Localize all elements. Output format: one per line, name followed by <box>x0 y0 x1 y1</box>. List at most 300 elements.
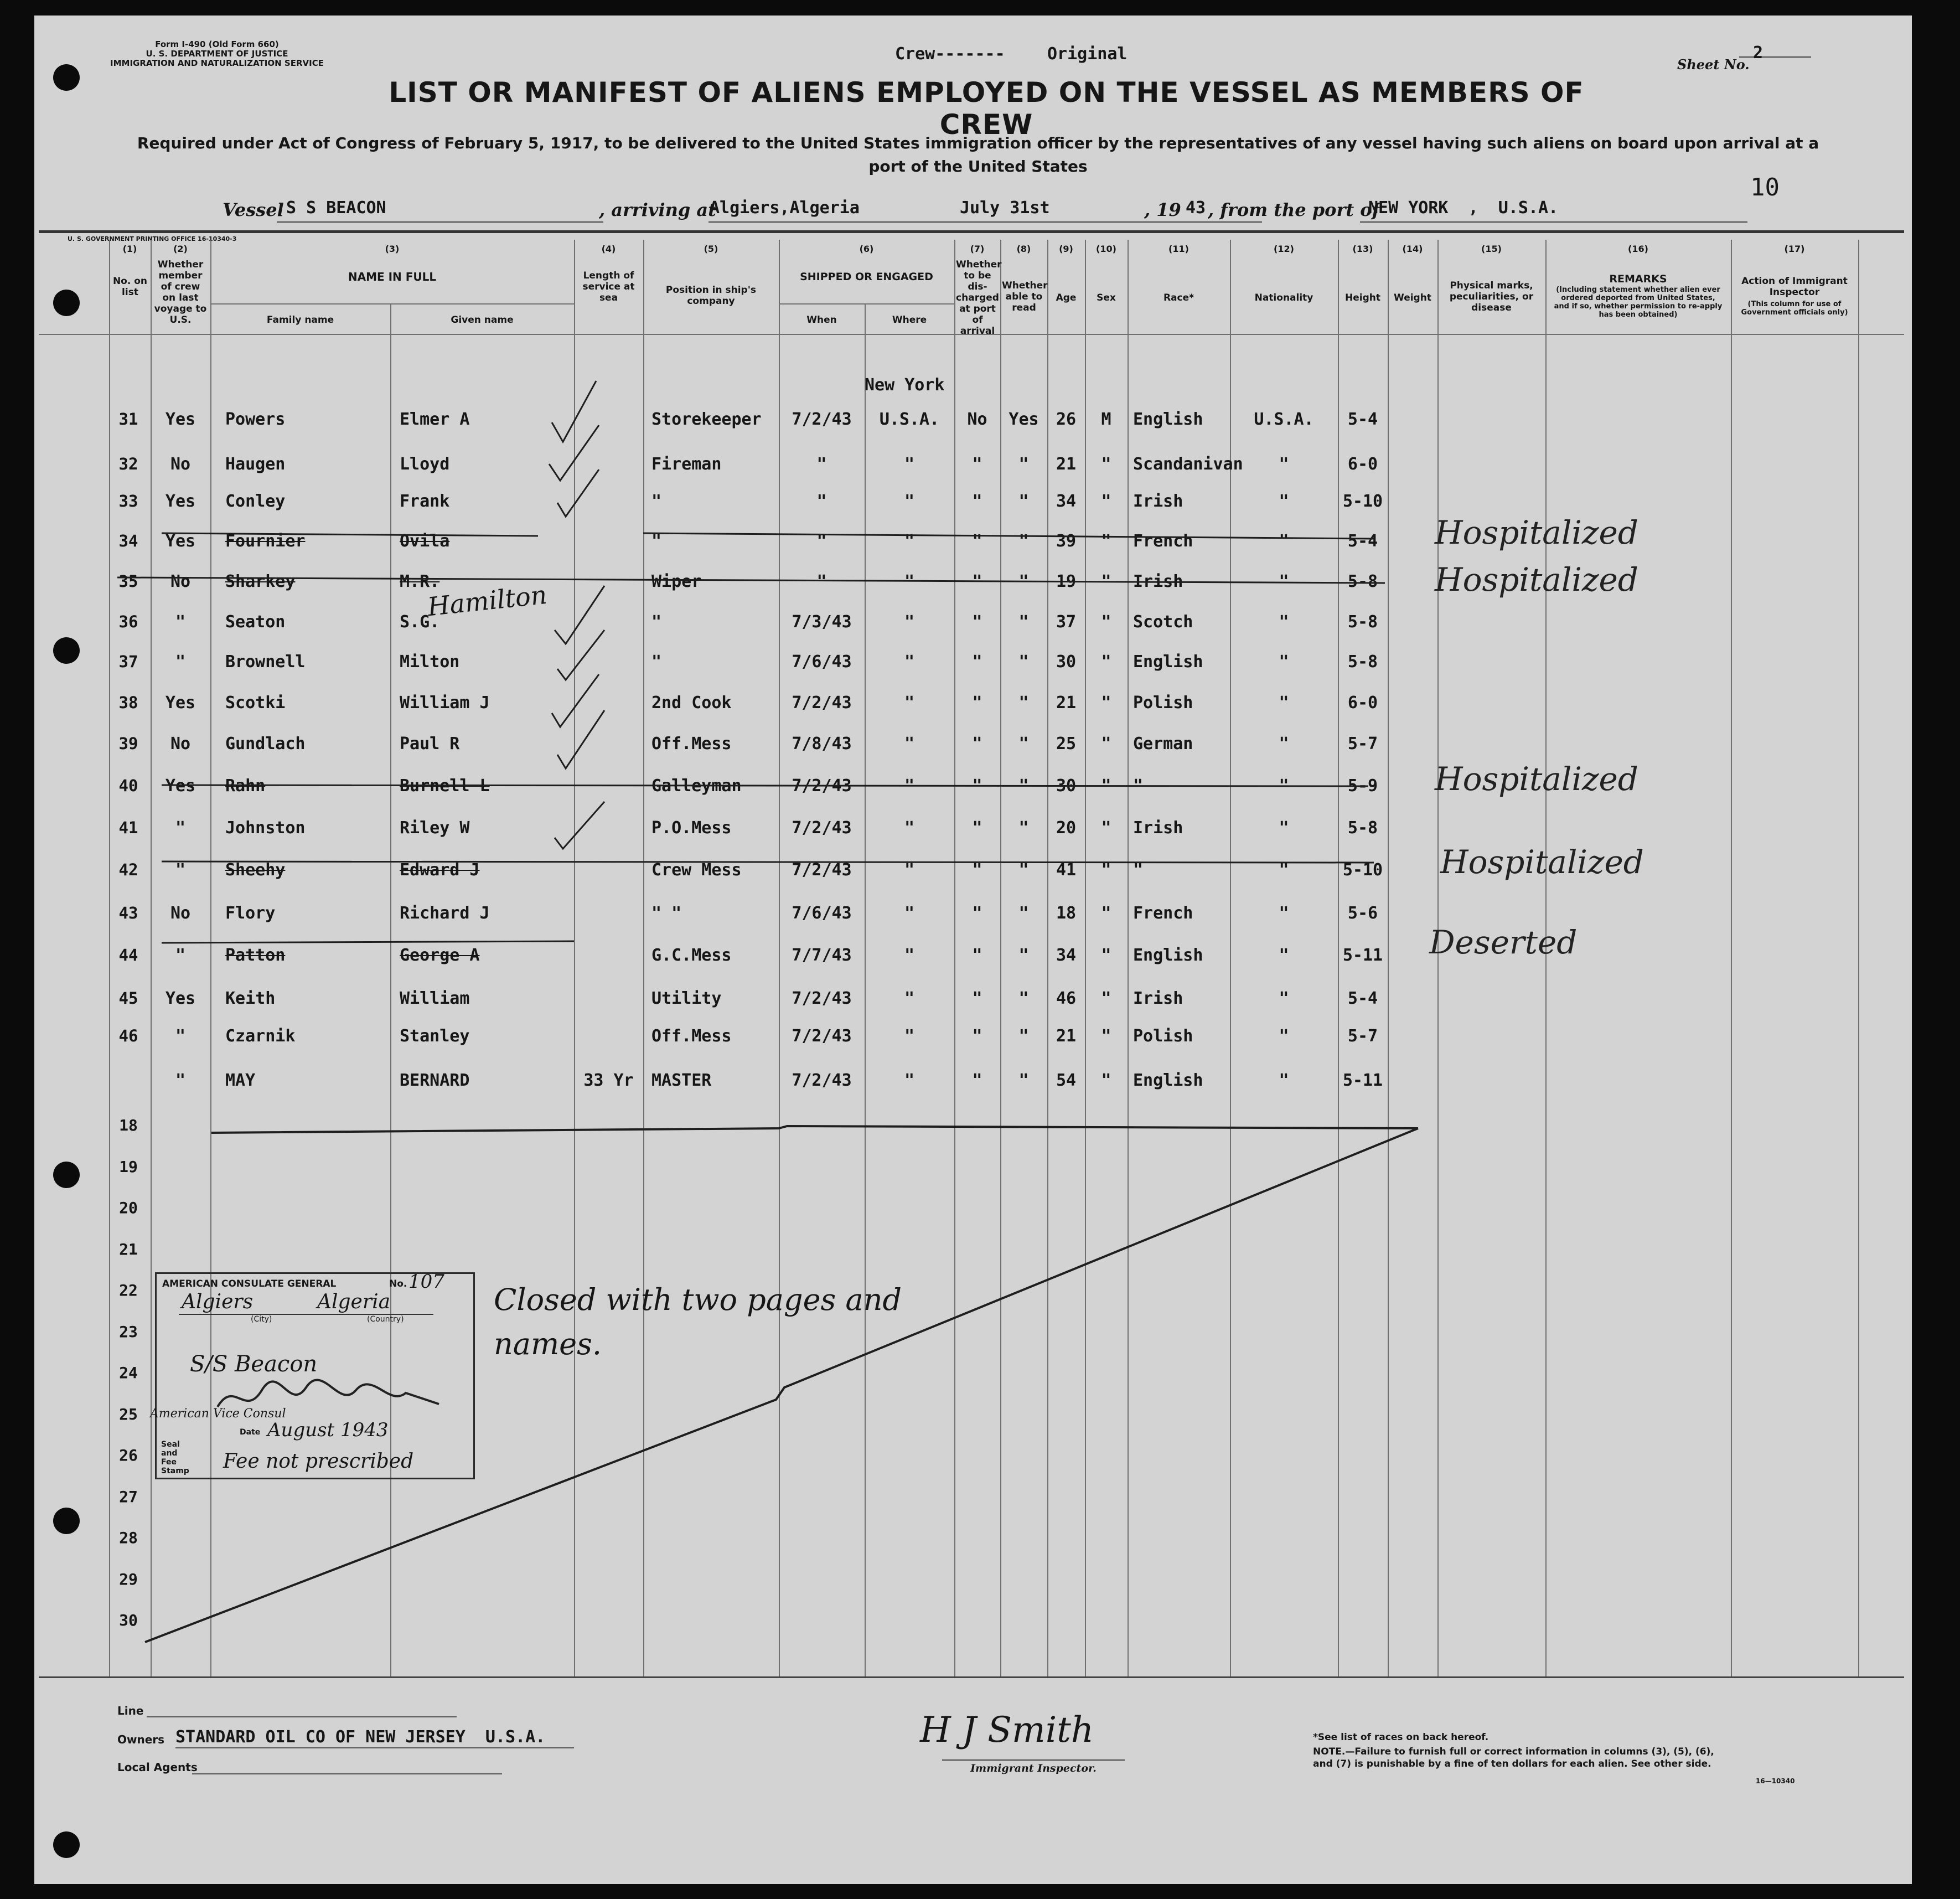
col-header-shipped: SHIPPED OR ENGAGED <box>800 271 933 283</box>
cell-where: " <box>904 989 915 1008</box>
sheet-no-label: Sheet No. <box>1677 56 1750 73</box>
cell-family: MAY <box>225 1071 256 1090</box>
cell-race: Irish <box>1133 989 1183 1008</box>
stamp-city: Algiers <box>182 1291 254 1313</box>
cell-position: " <box>651 612 662 632</box>
cell-crew: No <box>170 455 191 474</box>
checkmark <box>552 674 599 727</box>
row-number: 44 <box>118 946 138 964</box>
cell-disch: " <box>972 652 982 672</box>
cell-position: Utility <box>651 989 722 1008</box>
penalty-note: NOTE.—Failure to furnish full or correct information in columns (3), (5), (6), and (7) is punishable by a fine of ten dollars for each alien. See other side. <box>1313 1746 1714 1769</box>
col-header-crew: Whether member of crew on last voyage to U.S. <box>154 259 207 326</box>
cell-sex: " <box>1101 904 1111 923</box>
cell-height: 5-6 <box>1347 904 1378 923</box>
col-header-remarks: REMARKS <box>1609 273 1667 285</box>
cell-crew: " <box>175 612 186 632</box>
cell-read: Yes <box>1009 410 1039 429</box>
strike-line-row-40 <box>162 785 1368 786</box>
cell-when: 7/2/43 <box>792 1026 852 1046</box>
sheet-no: 2 <box>1753 43 1764 63</box>
cell-position: MASTER <box>651 1071 712 1090</box>
cell-when: 7/7/43 <box>792 946 852 965</box>
service: IMMIGRATION AND NATURALIZATION SERVICE <box>110 58 324 68</box>
original-label: Original <box>1047 44 1128 64</box>
cell-when: 7/6/43 <box>792 652 852 672</box>
checkmark <box>555 802 604 849</box>
strike-line-row-42 <box>162 861 1374 863</box>
cell-family: Gundlach <box>225 734 306 754</box>
cell-crew: " <box>175 1071 186 1090</box>
cell-given: Frank <box>400 492 450 511</box>
row-number: 31 <box>118 410 138 429</box>
cell-family: Rahn <box>225 776 266 796</box>
col-header-race: Race* <box>1163 292 1194 303</box>
cell-nat: " <box>1279 1071 1289 1090</box>
cell-race: English <box>1133 1071 1203 1090</box>
cell-given: Milton <box>400 652 460 672</box>
strike-line-row-34 <box>643 533 1374 539</box>
cell-race: English <box>1133 410 1203 429</box>
cell-family: Haugen <box>225 455 286 474</box>
cell-disch: " <box>972 904 982 923</box>
cell-height: 6-0 <box>1347 455 1378 474</box>
cell-given: Richard J <box>400 904 490 923</box>
cell-race: Irish <box>1133 818 1183 838</box>
cell-race: French <box>1133 531 1193 551</box>
cell-nat: " <box>1279 455 1289 474</box>
cell-disch: " <box>972 455 982 474</box>
stamp-seal-label: Seal and Fee Stamp <box>161 1440 189 1475</box>
col-header-given: Given name <box>451 314 514 326</box>
cell-sex: " <box>1101 693 1111 713</box>
cell-position: 2nd Cook <box>651 693 732 713</box>
page-mark: 10 <box>1750 173 1780 202</box>
cell-family: Patton <box>225 946 286 965</box>
row-number: 33 <box>118 492 138 510</box>
cell-sex: " <box>1101 455 1111 474</box>
cell-disch: " <box>972 734 982 754</box>
vessel-label: Vessel <box>223 199 284 220</box>
cell-read: " <box>1018 612 1029 632</box>
row-number: 37 <box>118 652 138 671</box>
cell-race: Irish <box>1133 572 1183 591</box>
cell-crew: " <box>175 946 186 965</box>
remark-handwritten: Hospitalized <box>1435 760 1638 798</box>
cell-family: Brownell <box>225 652 306 672</box>
cell-nat: " <box>1279 612 1289 632</box>
empty-row-number: 29 <box>119 1570 138 1588</box>
cell-position: Galleyman <box>651 776 742 796</box>
row-number: 43 <box>118 904 138 922</box>
cell-where: " <box>904 946 915 965</box>
cell-height: 5-4 <box>1347 531 1378 551</box>
consulate-stamp <box>150 1271 475 1479</box>
cell-disch: " <box>972 989 982 1008</box>
col-num: (12) <box>1274 244 1294 254</box>
cell-read: " <box>1018 492 1029 511</box>
cell-family: Czarnik <box>225 1026 296 1046</box>
cell-read: " <box>1018 860 1029 880</box>
owners-label: Owners <box>117 1733 165 1746</box>
cell-crew: " <box>175 652 186 672</box>
cell-read: " <box>1018 776 1029 796</box>
cell-nat: " <box>1279 776 1289 796</box>
col-num: (3) <box>385 244 400 254</box>
cell-family: Sharkey <box>225 572 296 591</box>
cell-position: Storekeeper <box>651 410 762 429</box>
cell-service: 33 Yr <box>583 1071 634 1090</box>
row-number: 35 <box>118 572 138 591</box>
cell-height: 5-11 <box>1342 1071 1383 1090</box>
col-header-service: Length of service at sea <box>582 270 635 303</box>
checkmark <box>557 630 604 680</box>
cell-sex: " <box>1101 492 1111 511</box>
col-header-height: Height <box>1345 292 1380 303</box>
cell-height: 5-9 <box>1347 776 1378 796</box>
cell-when: 7/6/43 <box>792 904 852 923</box>
cell-crew: " <box>175 818 186 838</box>
cell-disch: " <box>972 946 982 965</box>
cell-disch: " <box>972 612 982 632</box>
cell-nat: " <box>1279 492 1289 511</box>
empty-row-number: 22 <box>119 1281 138 1299</box>
empty-row-number: 18 <box>119 1116 138 1134</box>
col-num: (11) <box>1168 244 1189 254</box>
col-num: (9) <box>1059 244 1073 254</box>
cell-sex: " <box>1101 652 1111 672</box>
empty-row-number: 28 <box>119 1529 138 1547</box>
cell-where: " <box>904 612 915 632</box>
arrival-date: July 31st <box>960 198 1050 218</box>
cell-height: 5-11 <box>1342 946 1383 965</box>
cell-height: 5-7 <box>1347 1026 1378 1046</box>
cell-sex: " <box>1101 818 1111 838</box>
cell-race: Irish <box>1133 492 1183 511</box>
cell-nat: " <box>1279 860 1289 880</box>
col-header-remarks-note: (Including statement whether alien ever ordered deported from United States, and if so, whether permission to re-apply has been obtained) <box>1554 286 1723 319</box>
strike-line-row-34 <box>162 533 538 536</box>
cell-read: " <box>1018 904 1029 923</box>
checkmark <box>552 381 596 442</box>
cell-family: Fournier <box>225 531 306 551</box>
cell-age: 19 <box>1056 572 1077 591</box>
row-number: 41 <box>118 818 138 837</box>
cell-family: Flory <box>225 904 276 923</box>
col-num: (4) <box>601 244 616 254</box>
from-port-label: , from the port of <box>1208 199 1380 220</box>
cell-crew: " <box>175 1026 186 1046</box>
row-number: 34 <box>118 531 138 550</box>
line-label: Line <box>117 1704 144 1717</box>
cell-age: 18 <box>1056 904 1077 923</box>
cell-sex: " <box>1101 989 1111 1008</box>
from-port: NEW YORK , U.S.A. <box>1368 198 1559 218</box>
cell-read: " <box>1018 818 1029 838</box>
cell-where: " <box>904 455 915 474</box>
cell-nat: " <box>1279 734 1289 754</box>
cell-sex: " <box>1101 1071 1111 1090</box>
cell-family: Scotki <box>225 693 286 713</box>
vessel-name: S S BEACON <box>286 198 386 218</box>
col-header-action-note: (This column for use of Government officials only) <box>1741 300 1848 317</box>
cell-disch: " <box>972 572 982 591</box>
stamp-country: Algeria <box>317 1291 391 1313</box>
col-header-read: Whether able to read <box>1002 280 1048 313</box>
cell-where: " <box>904 776 915 796</box>
cell-when: 7/2/43 <box>792 410 852 429</box>
col-num: (7) <box>970 244 985 254</box>
cell-sex: M <box>1101 410 1111 429</box>
cell-race: " <box>1133 860 1144 880</box>
cell-where: U.S.A. <box>879 410 940 429</box>
cell-crew: No <box>170 572 191 591</box>
row-number: 42 <box>118 860 138 879</box>
cell-where: " <box>904 1026 915 1046</box>
cell-height: 5-8 <box>1347 572 1378 591</box>
cell-where: " <box>904 1071 915 1090</box>
page-title: LIST OR MANIFEST OF ALIENS EMPLOYED ON THE VESSEL AS MEMBERS OF CREW <box>389 76 1584 141</box>
col-header-position: Position in ship's company <box>665 285 757 307</box>
col-header-when: When <box>806 314 837 326</box>
cell-position: " <box>651 492 662 511</box>
cell-when: " <box>816 492 827 511</box>
col-header-weight: Weight <box>1394 292 1431 303</box>
cell-age: 37 <box>1056 612 1077 632</box>
cell-age: 21 <box>1056 455 1077 474</box>
row-number: 32 <box>118 455 138 473</box>
cell-disch: " <box>972 860 982 880</box>
cell-disch: " <box>972 818 982 838</box>
col-header-discharged: Whether to be dis-charged at port of arrival <box>956 259 1002 337</box>
cell-height: 5-8 <box>1347 818 1378 838</box>
arriving-label: , arriving at <box>599 199 716 220</box>
stamp-fee-note: Fee not prescribed <box>223 1450 414 1473</box>
cell-age: 21 <box>1056 1026 1077 1046</box>
cell-disch: " <box>972 1026 982 1046</box>
hamilton-note: Hamilton <box>426 579 549 622</box>
cell-sex: " <box>1101 1026 1111 1046</box>
checkmark <box>549 425 599 481</box>
cell-when: 7/2/43 <box>792 693 852 713</box>
cell-height: 5-8 <box>1347 612 1378 632</box>
cell-sex: " <box>1101 734 1111 754</box>
stamp-date: August 1943 <box>267 1419 389 1441</box>
cell-given: BERNARD <box>400 1071 470 1090</box>
cell-height: 5-4 <box>1347 410 1378 429</box>
col-num: (13) <box>1352 244 1373 254</box>
cell-family: Powers <box>225 410 286 429</box>
cell-crew: No <box>170 904 191 923</box>
closing-note: Closed with two pages and names. <box>494 1282 902 1361</box>
cell-crew: Yes <box>165 776 196 796</box>
cell-age: 21 <box>1056 693 1077 713</box>
empty-row-number: 24 <box>119 1364 138 1382</box>
cell-race: German <box>1133 734 1193 754</box>
cell-family: Seaton <box>225 612 286 632</box>
stamp-city-label: (City) <box>251 1315 272 1324</box>
cell-age: 46 <box>1056 989 1077 1008</box>
col-num: (8) <box>1016 244 1031 254</box>
cell-crew: " <box>175 860 186 880</box>
owners-value: STANDARD OIL CO OF NEW JERSEY U.S.A. <box>175 1727 546 1747</box>
crew-label: Crew------- <box>895 44 1005 64</box>
col-num: (6) <box>859 244 874 254</box>
col-header-sex: Sex <box>1097 292 1116 303</box>
cell-sex: " <box>1101 612 1111 632</box>
cell-race: English <box>1133 652 1203 672</box>
line-rule <box>147 1716 457 1717</box>
remark-handwritten: Hospitalized <box>1440 843 1644 881</box>
cell-age: 54 <box>1056 1071 1077 1090</box>
agents-rule <box>192 1773 502 1774</box>
arrival-year: 43 <box>1186 198 1206 218</box>
cell-race: Polish <box>1133 1026 1193 1046</box>
col-header-action: Action of Immigrant Inspector <box>1741 276 1848 298</box>
col-num: (2) <box>173 244 188 254</box>
cell-nat: U.S.A. <box>1254 410 1314 429</box>
cell-read: " <box>1018 652 1029 672</box>
cell-where: " <box>904 492 915 511</box>
cell-race: " <box>1133 776 1144 796</box>
row-number: 39 <box>118 734 138 753</box>
cell-read: " <box>1018 572 1029 591</box>
empty-row-number: 21 <box>119 1240 138 1258</box>
cell-crew: Yes <box>165 989 196 1008</box>
cell-family: Johnston <box>225 818 306 838</box>
col-header-name: NAME IN FULL <box>348 270 437 283</box>
cell-given: Edward J <box>400 860 480 880</box>
cell-age: 41 <box>1056 860 1077 880</box>
cell-position: G.C.Mess <box>651 946 732 965</box>
cell-where: " <box>904 734 915 754</box>
cell-position: Crew Mess <box>651 860 742 880</box>
col-num: (1) <box>122 244 137 254</box>
cell-given: Stanley <box>400 1026 470 1046</box>
empty-row-number: 30 <box>119 1611 138 1629</box>
cell-when: 7/2/43 <box>792 1071 852 1090</box>
cell-read: " <box>1018 693 1029 713</box>
manifest-sheet <box>34 16 1912 1884</box>
cell-nat: " <box>1279 531 1289 551</box>
cell-crew: Yes <box>165 531 196 551</box>
cell-family: Sheehy <box>225 860 286 880</box>
col-header-where: Where <box>892 314 927 326</box>
empty-row-number: 26 <box>119 1446 138 1464</box>
cell-given: Lloyd <box>400 455 450 474</box>
pen-marks <box>34 16 1912 1884</box>
cell-given: Riley W <box>400 818 470 838</box>
row-number: 38 <box>118 693 138 712</box>
cell-nat: " <box>1279 572 1289 591</box>
cell-age: 26 <box>1056 410 1077 429</box>
checkmark <box>557 710 604 768</box>
cell-position: Off.Mess <box>651 1026 732 1046</box>
inspector-rule <box>942 1759 1125 1761</box>
page-subtitle: Required under Act of Congress of February 5, 1917, to be delivered to the United States immigration officer by the representatives of any vessel having such aliens on board upon arrival at a port of the United States <box>137 134 1819 176</box>
cell-given: William J <box>400 693 490 713</box>
cell-nat: " <box>1279 693 1289 713</box>
cell-position: " <box>651 531 662 551</box>
col-header-nationality: Nationality <box>1254 292 1313 303</box>
cell-given: Ovila <box>400 531 450 551</box>
col-num: (15) <box>1481 244 1502 254</box>
cell-crew: No <box>170 734 191 754</box>
inspector-label: Immigrant Inspector. <box>970 1762 1097 1774</box>
cell-race: Scotch <box>1133 612 1193 632</box>
strike-line-row-35 <box>117 577 1385 583</box>
remark-handwritten: Deserted <box>1429 923 1578 961</box>
cell-disch: " <box>972 531 982 551</box>
stamp-country-label: (Country) <box>367 1315 404 1324</box>
cell-sex: " <box>1101 776 1111 796</box>
empty-row-number: 23 <box>119 1322 138 1341</box>
cell-when: 7/2/43 <box>792 989 852 1008</box>
cell-age: 34 <box>1056 946 1077 965</box>
cell-nat: " <box>1279 652 1289 672</box>
cell-given: Burnell L <box>400 776 490 796</box>
cell-height: 5-8 <box>1347 652 1378 672</box>
cell-age: 34 <box>1056 492 1077 511</box>
cell-where: " <box>904 818 915 838</box>
stamp-vessel: S/S Beacon <box>190 1351 318 1377</box>
strike-line-row-44 <box>162 941 574 943</box>
cell-position: " <box>651 652 662 672</box>
cell-disch: No <box>967 410 987 429</box>
cell-height: 5-10 <box>1342 860 1383 880</box>
remark-handwritten: Hospitalized <box>1435 561 1638 598</box>
cell-crew: Yes <box>165 492 196 511</box>
cell-race: Scandanivan <box>1133 455 1243 474</box>
cell-position: Fireman <box>651 455 722 474</box>
stamp-no-label: No. <box>389 1278 407 1289</box>
col-header-no: No. on list <box>112 276 148 298</box>
col-num: (14) <box>1402 244 1423 254</box>
agents-label: Local Agents <box>117 1761 198 1774</box>
row-number: 36 <box>118 612 138 631</box>
department: U. S. DEPARTMENT OF JUSTICE <box>146 49 288 59</box>
cell-age: 20 <box>1056 818 1077 838</box>
cell-given: George A <box>400 946 480 965</box>
cell-height: 5-4 <box>1347 989 1378 1008</box>
checkmark <box>555 586 604 644</box>
form-code: 16—10340 <box>1756 1777 1795 1785</box>
cell-when: " <box>816 455 827 474</box>
cell-where: " <box>904 904 915 923</box>
col-num: (5) <box>704 244 718 254</box>
inspector-signature: H J Smith <box>920 1710 1094 1751</box>
cell-when: " <box>816 572 827 591</box>
cell-given: Elmer A <box>400 410 470 429</box>
cell-read: " <box>1018 1071 1029 1090</box>
cell-race: English <box>1133 946 1203 965</box>
cell-sex: " <box>1101 572 1111 591</box>
cell-position: " " <box>651 904 682 923</box>
cell-where: " <box>904 860 915 880</box>
cell-position: P.O.Mess <box>651 818 732 838</box>
cell-given: S.G. <box>400 612 440 632</box>
cell-when: 7/2/43 <box>792 860 852 880</box>
cell-age: 30 <box>1056 652 1077 672</box>
cell-read: " <box>1018 734 1029 754</box>
cell-when: 7/2/43 <box>792 776 852 796</box>
races-note: *See list of races on back hereof. <box>1313 1732 1489 1743</box>
cell-nat: " <box>1279 1026 1289 1046</box>
cell-sex: " <box>1101 531 1111 551</box>
col-num: (16) <box>1628 244 1648 254</box>
cell-family: Keith <box>225 989 276 1008</box>
cell-position: Off.Mess <box>651 734 732 754</box>
